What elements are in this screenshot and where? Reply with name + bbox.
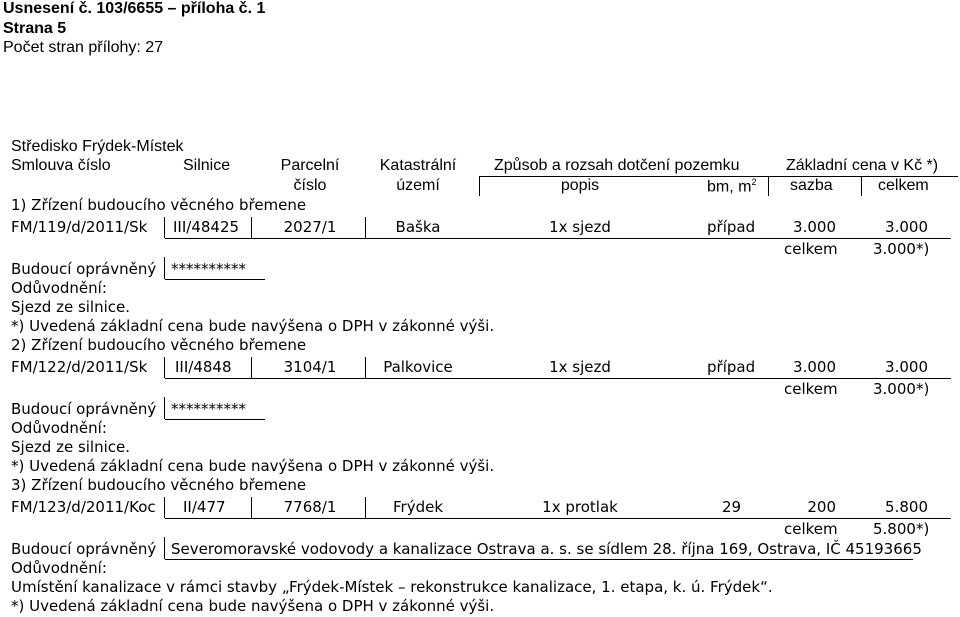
beneficiary-label: Budoucí oprávněný xyxy=(11,540,157,558)
col-katastralni: Katastrální xyxy=(379,157,457,174)
rate: 3.000 xyxy=(793,358,836,376)
divider xyxy=(251,497,252,518)
total-label: celkem xyxy=(784,240,838,258)
entry-title: 2) Zřízení budoucího věcného břemene xyxy=(11,336,307,354)
divider xyxy=(164,217,165,238)
divider xyxy=(365,357,366,378)
col-sazba: sazba xyxy=(790,177,833,194)
col-zpusob: Způsob a rozsah dotčení pozemku xyxy=(494,157,740,174)
cadastral-area: Palkovice xyxy=(383,358,453,376)
contract-number: FM/123/d/2011/Koc xyxy=(11,498,156,516)
description: 1x protlak xyxy=(542,498,618,516)
col-celkem: celkem xyxy=(878,177,929,194)
rate: 3.000 xyxy=(793,218,836,236)
reason-label: Odůvodnění: xyxy=(11,279,107,297)
col-smlouva: Smlouva číslo xyxy=(11,157,111,174)
entry-title: 3) Zřízení budoucího věcného břemene xyxy=(11,476,307,494)
col-parcelni: Parcelní xyxy=(280,157,340,174)
divider xyxy=(768,176,769,196)
entry-title: 1) Zřízení budoucího věcného břemene xyxy=(11,196,307,214)
road: III/48425 xyxy=(173,218,240,236)
road: II/477 xyxy=(183,498,226,516)
row-total: 3.000 xyxy=(885,358,928,376)
description: 1x sjezd xyxy=(549,358,611,376)
divider xyxy=(165,518,951,519)
cadastral-area: Frýdek xyxy=(392,498,444,516)
divider xyxy=(165,419,265,420)
divider xyxy=(164,357,165,378)
reason-text: Sjezd ze silnice. xyxy=(11,438,131,456)
parcel-number: 7768/1 xyxy=(283,498,337,516)
beneficiary-label: Budoucí oprávněný xyxy=(11,260,157,278)
attachment-page-count: Počet stran přílohy: 27 xyxy=(3,39,164,56)
contract-number: FM/119/d/2011/Sk xyxy=(11,218,148,236)
col-zakladni-cena: Základní cena v Kč *) xyxy=(786,157,939,174)
center-name: Středisko Frýdek-Místek xyxy=(11,138,184,155)
grand-total: 3.000*) xyxy=(873,240,930,258)
divider xyxy=(251,217,252,238)
divider xyxy=(165,378,951,379)
divider xyxy=(365,217,366,238)
beneficiary-label: Budoucí oprávněný xyxy=(11,400,157,418)
row-total: 5.800 xyxy=(885,498,928,516)
divider xyxy=(251,357,252,378)
divider xyxy=(479,176,958,177)
total-label: celkem xyxy=(784,380,838,398)
rate: 200 xyxy=(807,498,836,516)
cadastral-area: Baška xyxy=(395,218,441,236)
reason-text: Umístění kanalizace v rámci stavby „Frýdek-Místek – rekonstrukce kanalizace, 1. etapa, k. ú. Frýdek“. xyxy=(11,578,773,596)
divider xyxy=(479,176,480,196)
divider xyxy=(165,238,951,239)
page-number: Strana 5 xyxy=(3,20,67,37)
vat-note: *) Uvedená základní cena bude navýšena o DPH v zákonné výši. xyxy=(11,457,495,475)
col-popis: popis xyxy=(560,177,600,194)
vat-note: *) Uvedená základní cena bude navýšena o DPH v zákonné výši. xyxy=(11,597,495,615)
grand-total: 5.800*) xyxy=(873,520,930,538)
col-silnice: Silnice xyxy=(183,157,231,174)
beneficiary-value: ********** xyxy=(171,260,246,278)
divider xyxy=(164,497,165,518)
beneficiary-value: Severomoravské vodovody a kanalizace Ostrava a. s. se sídlem 28. října 169, Ostrava, IČ 45193665 xyxy=(171,540,922,558)
divider xyxy=(164,537,165,559)
contract-number: FM/122/d/2011/Sk xyxy=(11,358,148,376)
unit: případ xyxy=(707,358,756,376)
row-total: 3.000 xyxy=(885,218,928,236)
total-label: celkem xyxy=(784,520,838,538)
reason-label: Odůvodnění: xyxy=(11,419,107,437)
vat-note: *) Uvedená základní cena bude navýšena o DPH v zákonné výši. xyxy=(11,317,495,335)
resolution-number: Usnesení č. 103/6655 – příloha č. 1 xyxy=(3,0,266,17)
col-uzemi: území xyxy=(396,177,440,194)
beneficiary-value: ********** xyxy=(171,400,246,418)
reason-text: Sjezd ze silnice. xyxy=(11,298,131,316)
divider xyxy=(165,559,913,560)
divider xyxy=(165,279,265,280)
divider xyxy=(365,497,366,518)
reason-label: Odůvodnění: xyxy=(11,559,107,577)
parcel-number: 3104/1 xyxy=(283,358,337,376)
grand-total: 3.000*) xyxy=(873,380,930,398)
divider xyxy=(164,257,165,279)
parcel-number: 2027/1 xyxy=(283,218,337,236)
divider xyxy=(861,176,862,196)
unit: 29 xyxy=(722,498,742,516)
description: 1x sjezd xyxy=(549,218,611,236)
divider xyxy=(164,397,165,419)
col-cislo: číslo xyxy=(293,177,327,194)
col-bm: bm, $m^2$ xyxy=(707,177,757,196)
road: III/4848 xyxy=(175,358,232,376)
unit: případ xyxy=(707,218,756,236)
